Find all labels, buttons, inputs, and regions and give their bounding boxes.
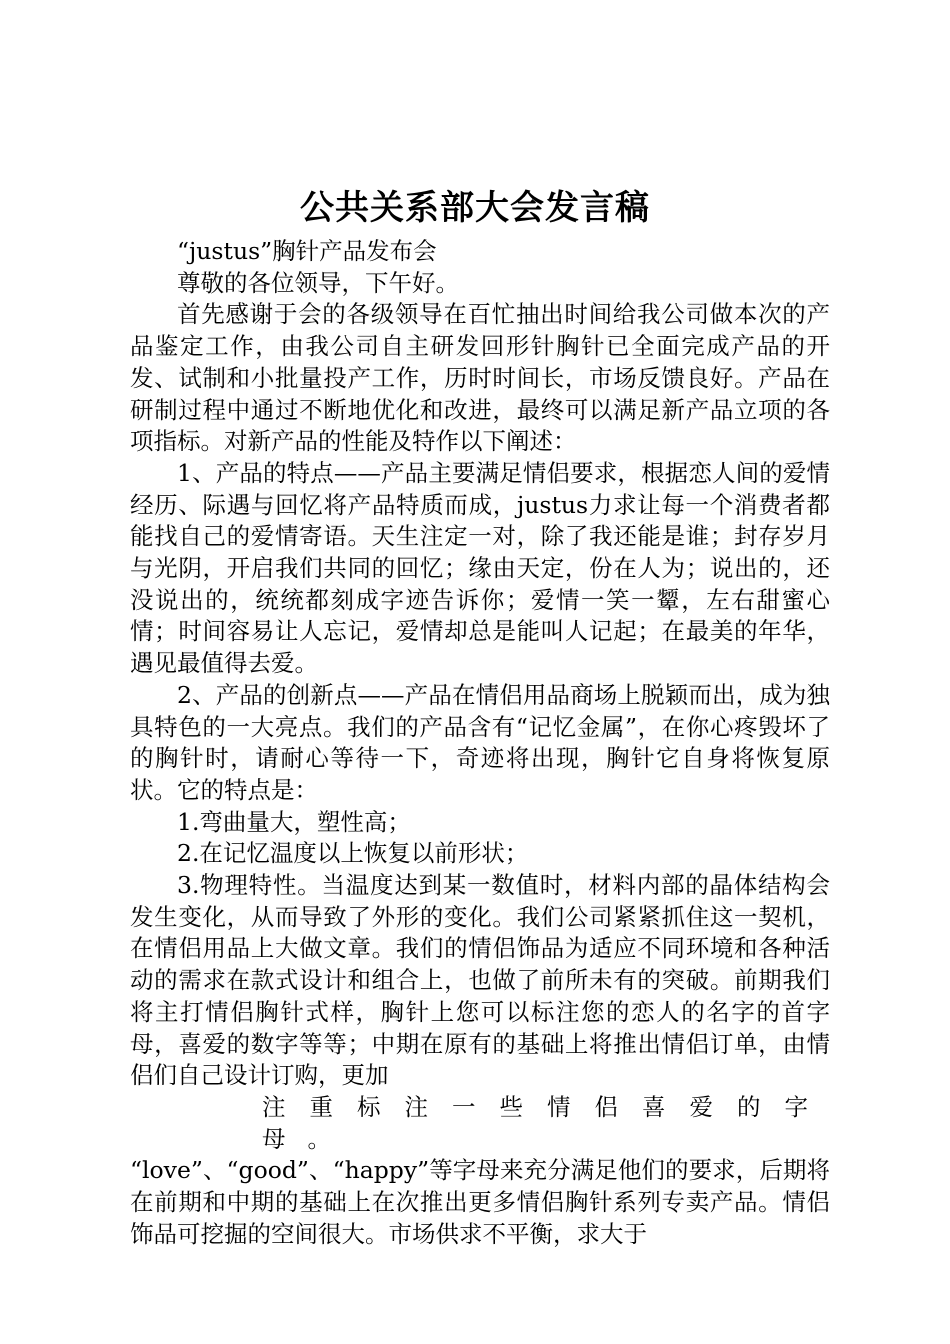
intro-paragraph: 首先感谢于会的各级领导在百忙抽出时间给我公司做本次的产品鉴定工作，由我公司自主研发回形针胸针已全面完成产品的开发、试制和小批量投产工作，历时时间长，市场反馈良好。产品在研制过程中通过不断地优化和改进，最终可以满足新产品立项的各项指标。对新产品的性能及特作以下阐述： [130, 300, 830, 456]
spread-line: 注重标注一些情侣喜爱的字母。 [262, 1092, 830, 1153]
closing-paragraph: “love”、“good”、“happy”等字母来充分满足他们的要求，后期将在前期和中期的基础上在次推出更多情侣胸针系列专卖产品。情侣饰品可挖掘的空间很大。市场供求不平衡，求大于 [130, 1156, 830, 1248]
feature-paragraph: 1、产品的特点——产品主要满足情侣要求，根据恋人间的爱情经历、际遇与回忆将产品特质而成，justus力求让每一个消费者都能找自己的爱情寄语。天生注定一对，除了我还能是谁；封存岁月与光阴，开启我们共同的回忆；缘由天定，份在人为；说出的，还没说出的，统统都刻成字迹告诉你；爱情一笑一颦，左右甜蜜心情；时间容易让人忘记，爱情却总是能叫人记起；在最美的年华，遇见最值得去爱。 [130, 458, 830, 678]
greeting-paragraph: 尊敬的各位领导，下午好。 [177, 268, 459, 297]
list-item-2: 2.在记忆温度以上恢复以前形状； [177, 839, 529, 868]
list-item-1: 1.弯曲量大，塑性高； [177, 807, 411, 836]
subtitle-paragraph: “justus”胸针产品发布会 [177, 237, 437, 265]
document-body [130, 236, 830, 1251]
list-item-3: 3.物理特性。当温度达到某一数值时，材料内部的晶体结构会发生变化，从而导致了外形的变化。我们公司紧紧抓住这一契机，在情侣用品上大做文章。我们的情侣饰品为适应不同环境和各种活动的需求在款式设计和组合上，也做了前所未有的突破。前期我们将主打情侣胸针式样，胸针上您可以标注您的恋人的名字的首字母，喜爱的数字等等；中期在原有的基础上将推出情侣订单，由情侣们自己设计订购，更加 [130, 871, 830, 1090]
innovation-paragraph: 2、产品的创新点——产品在情侣用品商场上脱颖而出，成为独具特色的一大亮点。我们的产品含有“记忆金属”，在你心疼毁坏了的胸针时，请耐心等待一下，奇迹将出现，胸针它自身将恢复原状。它的特点是： [130, 680, 830, 804]
document-title: 公共关系部大会发言稿 [300, 188, 650, 228]
